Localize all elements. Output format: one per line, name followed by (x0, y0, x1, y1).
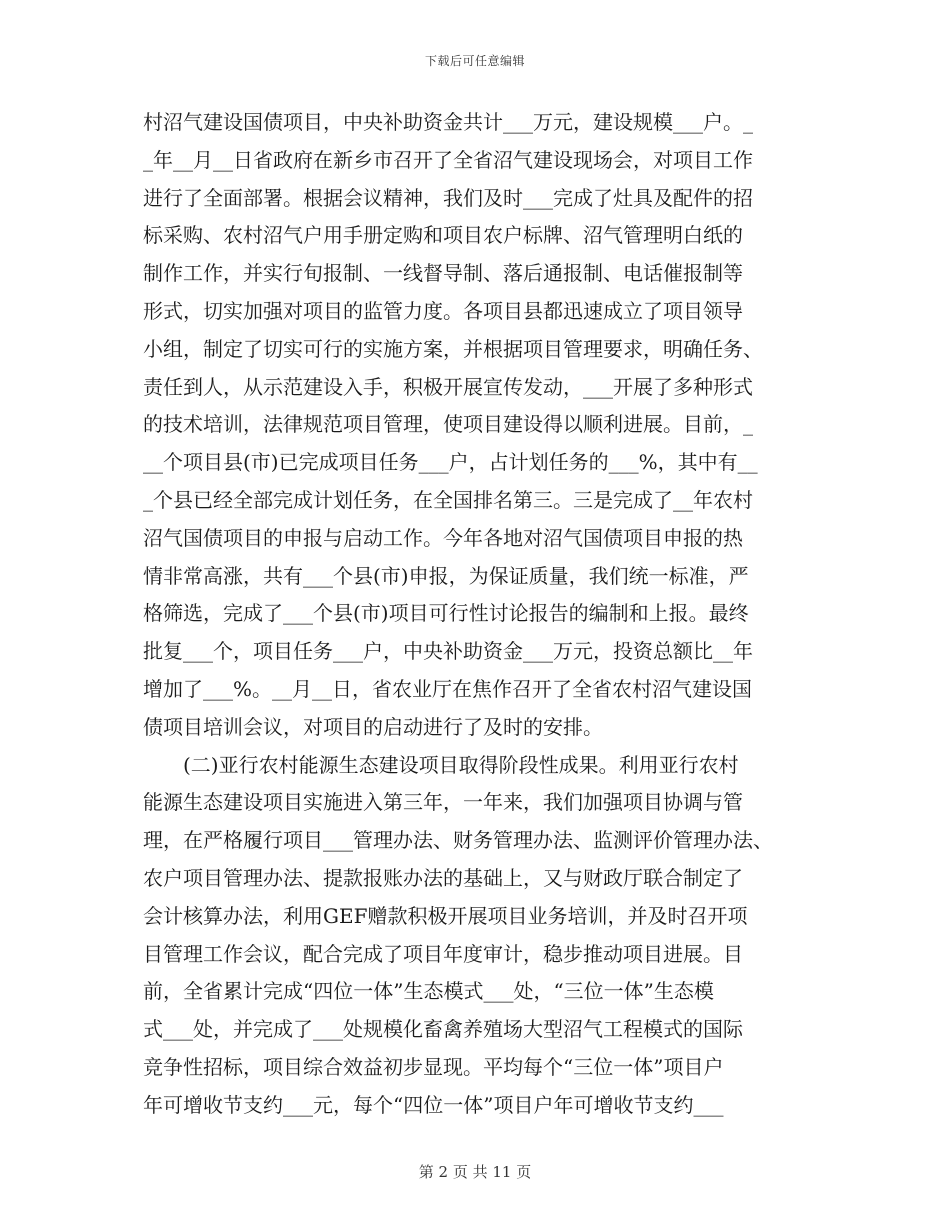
text-line: 制作工作，并实行旬报制、一线督导制、落后通报制、电话催报制等 (143, 261, 743, 286)
text-line: _个县已经全部完成计划任务，在全国排名第三。三是完成了__年农村 (143, 487, 753, 512)
text-line: 会计核算办法，利用GEF赠款积极开展项目业务培训，并及时召开项 (143, 903, 748, 928)
text-line: (二)亚行农村能源生态建设项目取得阶段性成果。利用亚行农村 (183, 752, 739, 777)
text-line: 农户项目管理办法、提款报账办法的基础上，又与财政厅联合制定了 (143, 865, 743, 890)
text-line: 沼气国债项目的申报与启动工作。今年各地对沼气国债项目申报的热 (143, 525, 743, 550)
page-number: 第 2 页 共 11 页 (418, 1163, 532, 1181)
text-line: 的技术培训，法律规范项目管理，使项目建设得以顺利进展。目前，_ (143, 412, 753, 437)
text-line: 批复___个，项目任务___户，中央补助资金___万元，投资总额比__年 (143, 639, 753, 664)
text-line: _年__月__日省政府在新乡市召开了全省沼气建设现场会，对项目工作 (143, 147, 753, 172)
page-header: 下载后可任意编辑 (424, 54, 525, 68)
text-line: 前，全省累计完成“四位一体”生态模式___处，“三位一体”生态模 (143, 979, 714, 1004)
text-line: 进行了全面部署。根据会议精神，我们及时___完成了灶具及配件的招 (143, 185, 753, 210)
text-line: 标采购、农村沼气户用手册定购和项目农户标牌、沼气管理明白纸的 (143, 223, 743, 248)
text-line: 增加了___%。__月__日，省农业厅在焦作召开了全省农村沼气建设国 (143, 676, 753, 701)
text-line: 情非常高涨，共有___个县(市)申报，为保证质量，我们统一标准，严 (143, 563, 749, 588)
text-line: 能源生态建设项目实施进入第三年，一年来，我们加强项目协调与管 (143, 790, 743, 815)
text-line: 年可增收节支约___元，每个“四位一体”项目户年可增收节支约___ (143, 1092, 724, 1117)
text-line: 责任到人，从示范建设入手，积极开展宣传发动，___开展了多种形式 (143, 374, 753, 399)
text-line: 小组，制定了切实可行的实施方案，并根据项目管理要求，明确任务、 (143, 336, 763, 361)
text-line: 村沼气建设国债项目，中央补助资金共计___万元，建设规模___户。_ (143, 110, 753, 134)
document-body (143, 104, 813, 1125)
text-line: 格筛选，完成了___个县(市)项目可行性讨论报告的编制和上报。最终 (143, 601, 749, 626)
text-line: 形式，切实加强对项目的监管力度。各项目县都迅速成立了项目领导 (143, 298, 743, 323)
text-line: 债项目培训会议，对项目的启动进行了及时的安排。 (143, 714, 603, 739)
text-line: 目管理工作会议，配合完成了项目年度审计，稳步推动项目进展。目 (143, 941, 743, 966)
text-line: __个项目县(市)已完成项目任务___户，占计划任务的___%，其中有__ (143, 450, 758, 475)
text-line: 式___处，并完成了___处规模化畜禽养殖场大型沼气工程模式的国际 (143, 1017, 743, 1042)
text-line: 竞争性招标，项目综合效益初步显现。平均每个“三位一体”项目户 (143, 1054, 724, 1079)
text-line: 理，在严格履行项目___管理办法、财务管理办法、监测评价管理办法、 (143, 828, 773, 853)
